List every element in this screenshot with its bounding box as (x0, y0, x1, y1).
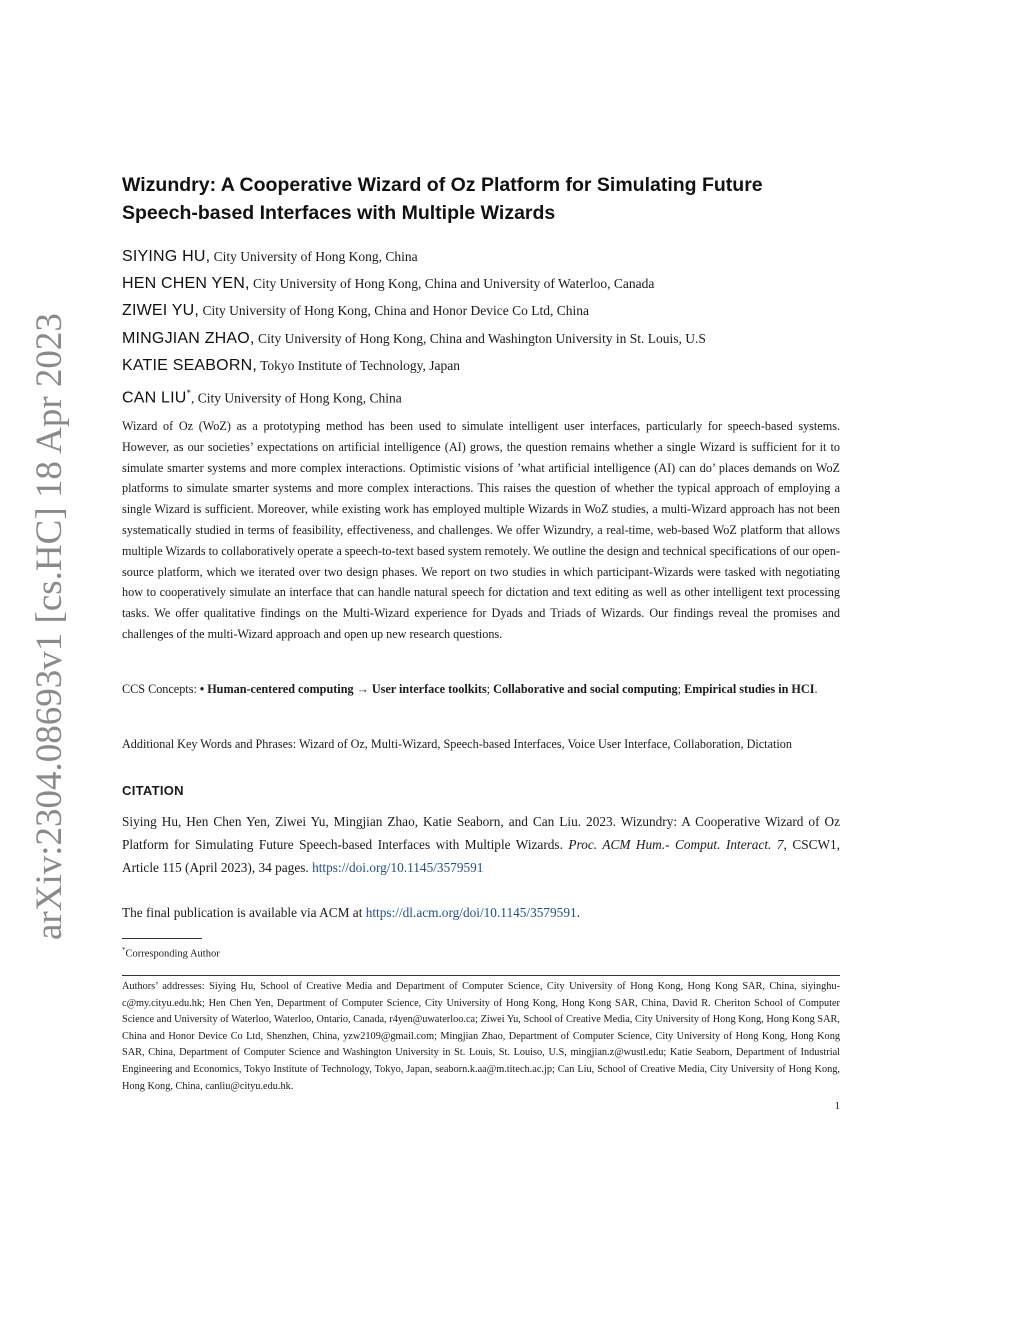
citation-heading: CITATION (122, 783, 184, 798)
author-list (122, 244, 840, 407)
ccs-separator: ; (486, 682, 494, 696)
arxiv-identifier-stamp: arXiv:2304.08693v1 [cs.HC] 18 Apr 2023 (29, 313, 70, 940)
ccs-concepts (122, 679, 840, 700)
author-affiliation: City University of Hong Kong, China and University of Waterloo, Canada (249, 276, 655, 292)
doi-link[interactable]: https://doi.org/10.1145/3579591 (312, 860, 484, 875)
citation-authors: Siying Hu, Hen Chen Yen, Ziwei Yu, Mingjian Zhao, Katie Seaborn, and Can Liu. 2023. Wizundry: A Cooperative Wizard of Oz Platform for Simulating Future Speech-based Interfaces with Multiple Wizards. (122, 814, 840, 852)
abstract-text: Wizard of Oz (WoZ) as a prototyping method has been used to simulate intelligent user interfaces, particularly for speech-based systems. However, as our societies’ expectations on artificial intelligence (AI) grows, the question remains whether a single Wizard is sufficient for it to simulate smarter systems and more complex interactions. Optimistic visions of ’what artificial intelligence (AI) can do’ places demands on WoZ platforms to simulate smarter systems and more complex interactions. This raises the question of whether the typical approach of employing a single Wizard is sufficient. Moreover, while existing work has employed multiple Wizards in WoZ studies, a multi-Wizard approach has not been systematically studied in terms of feasibility, effectiveness, and challenges. We offer Wizundry, a real-time, web-based WoZ platform that allows multiple Wizards to collaboratively operate a speech-to-text based system remotely. We outline the design and technical specifications of our open-source platform, which we iterated over two design phases. We report on two studies in which participant-Wizards were tasked with negotiating how to cooperatively simulate an interface that can handle natural speech for dictation and text editing as well as other intelligent text processing tasks. We offer qualitative findings on the Multi-Wizard experience for Dyads and Triads of Wizards. Our findings reveal the promises and challenges of the multi-Wizard approach and open up new research questions. (122, 419, 840, 641)
ccs-concept: User interface toolkits (371, 682, 487, 696)
corresponding-author-mark: * (186, 387, 192, 398)
author-name: MINGJIAN ZHAO, (122, 329, 255, 347)
citation-journal: Proc. ACM Hum.- Comput. Interact. 7 (568, 837, 784, 852)
final-publication-end: . (576, 905, 580, 920)
author-affiliation: City University of Hong Kong, China and Washington University in St. Louis, U.S (254, 330, 706, 346)
author-line (122, 298, 840, 325)
author-affiliation: City University of Hong Kong, China and Honor Device Co Ltd, China (199, 303, 590, 319)
ccs-concept: Human-centered computing (207, 682, 354, 696)
ccs-end: . (814, 682, 818, 696)
author-line (122, 271, 840, 298)
abstract (122, 416, 840, 645)
footnote-divider (122, 938, 202, 939)
final-publication-text: The final publication is available via ACM at (122, 905, 366, 920)
footnote (122, 942, 220, 963)
footnote-mark: * (122, 946, 126, 954)
footnote-text: Corresponding Author (125, 948, 220, 960)
author-line (122, 380, 840, 407)
ccs-concept: Empirical studies in HCI (684, 682, 815, 696)
author-name: KATIE SEABORN, (122, 356, 257, 374)
author-name: HEN CHEN YEN, (122, 275, 250, 293)
author-affiliation: , City University of Hong Kong, China (191, 390, 402, 406)
author-name: SIYING HU, (122, 248, 211, 265)
addresses-divider (122, 975, 840, 976)
author-line (122, 326, 840, 353)
citation-details: , CSCW1, Article 115 (April 2023), 34 pages. (122, 837, 840, 875)
author-name: ZIWEI YU, (122, 302, 200, 320)
author-affiliation: Tokyo Institute of Technology, Japan (256, 357, 460, 373)
paper-title: Wizundry: A Cooperative Wizard of Oz Platform for Simulating Future Speech-based Interfaces with Multiple Wizards (122, 174, 763, 224)
author-line (122, 244, 840, 271)
citation-text (122, 810, 840, 879)
ccs-label: CCS Concepts: (122, 682, 200, 696)
ccs-bullet: • (199, 682, 208, 696)
author-line (122, 353, 840, 380)
ccs-concept: Collaborative and social computing (493, 682, 678, 696)
keywords: Additional Key Words and Phrases: Wizard of Oz, Multi-Wizard, Speech-based Interfaces, Voice User Interface, Collaboration, Dictation (122, 737, 792, 751)
final-publication-note (122, 902, 840, 924)
author-name: CAN LIU (122, 389, 187, 407)
page-number: 1 (834, 1100, 840, 1112)
acm-link[interactable]: https://dl.acm.org/doi/10.1145/3579591 (365, 905, 577, 920)
ccs-arrow: → (353, 682, 372, 696)
authors-addresses: Authors’ addresses: Siying Hu, School of Creative Media and Department of Computer Science, City University of Hong Kong, Hong Kong SAR, China, siyinghu-c@my.cityu.edu.hk; Hen Chen Yen, Department of Computer Science, City University of Hong Kong, Hong Kong SAR, China, David R. Cheriton School of Computer Science and University of Waterloo, Waterloo, Ontario, Canada, r4yen@uwaterloo.ca; Ziwei Yu, School of Creative Media, City University of Hong Kong, Hong Kong SAR, China and Honor Device Co Ltd, Shenzhen, China, yzw2109@gmail.com; Mingjian Zhao, Department of Computer Science, City University of Hong Kong, Hong Kong SAR, China, Department of Computer Science and Washington University in St. Louis, St. Louiso, U.S, mingjian.z@wustl.edu; Katie Seaborn, Department of Industrial Engineering and Economics, Tokyo Institute of Technology, Tokyo, Japan, seaborn.k.aa@m.titech.ac.jp; Can Liu, School of Creative Media, City University of Hong Kong, Hong Kong, China, canliu@cityu.edu.hk. (122, 981, 840, 1092)
ccs-separator: ; (677, 682, 685, 696)
author-affiliation: City University of Hong Kong, China (210, 249, 418, 264)
